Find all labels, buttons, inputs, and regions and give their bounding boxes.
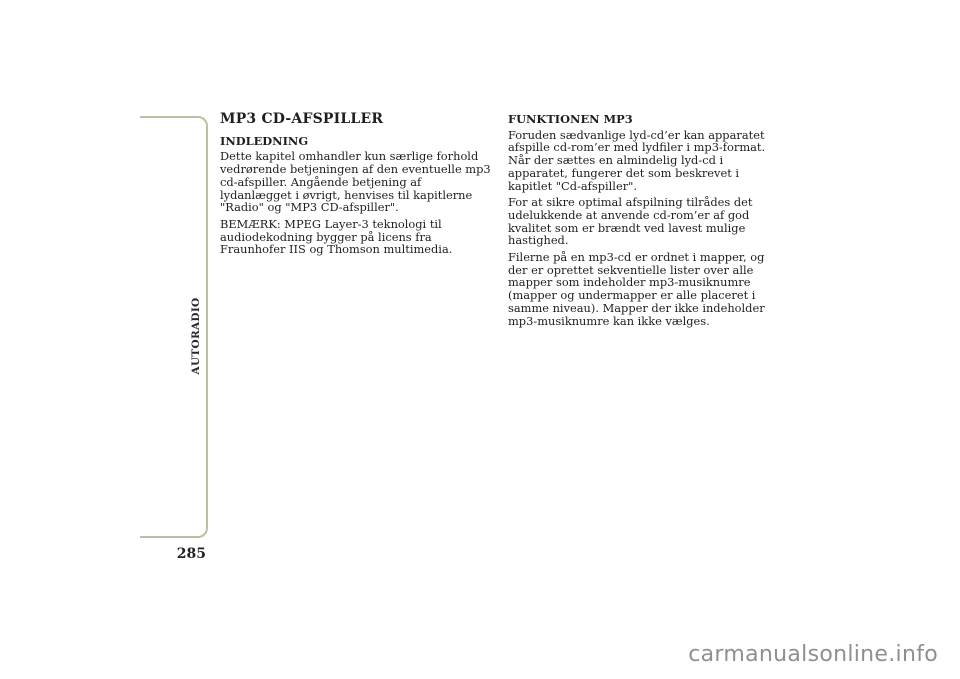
section-title: MP3 CD-AFSPILLER bbox=[220, 111, 384, 127]
paragraph: For at sikre optimal afspilning tilrådes det udelukkende at anvende cd-rom’er af god kvalitet som er brændt ved lavest mulige hastighed. bbox=[508, 195, 753, 248]
right-column bbox=[508, 113, 780, 331]
left-column bbox=[220, 113, 492, 260]
chapter-side-label: AUTORADIO bbox=[190, 297, 202, 375]
paragraph: Dette kapitel omhandler kun særlige forhold vedrørende betjeningen af den eventuelle mp3 cd-afspiller. Angående betjening af lydanlægget i øvrigt, henvises til kapitlerne "Radio" og "MP3 CD-afspiller". bbox=[220, 149, 491, 215]
paragraph: Filerne på en mp3-cd er ordnet i mapper, og der er oprettet sekventielle lister over alle mapper som indeholder mp3-musiknumre (mapper og undermapper er alle placeret i samme niveau). Mapper der ikke indeholder mp3-musiknumre kan ikke vælges. bbox=[508, 250, 765, 328]
paragraph: BEMÆRK: MPEG Layer-3 teknologi til audiodekodning bygger på licens fra Fraunhofer IIS og Thomson multimedia. bbox=[220, 216, 453, 257]
subsection-title-mp3: FUNKTIONEN MP3 bbox=[508, 112, 633, 126]
watermark-link[interactable]: carmanualsonline.info bbox=[688, 642, 938, 667]
subsection-title-intro: INDLEDNING bbox=[220, 133, 309, 148]
page-number: 285 bbox=[176, 546, 206, 562]
paragraph: Foruden sædvanlige lyd-cd’er kan apparatet afspille cd-rom’er med lydfiler i mp3-format. Når der sættes en almindelig lyd-cd i apparatet, fungerer det som beskrevet i kapitlet "Cd-afspiller". bbox=[508, 127, 766, 193]
